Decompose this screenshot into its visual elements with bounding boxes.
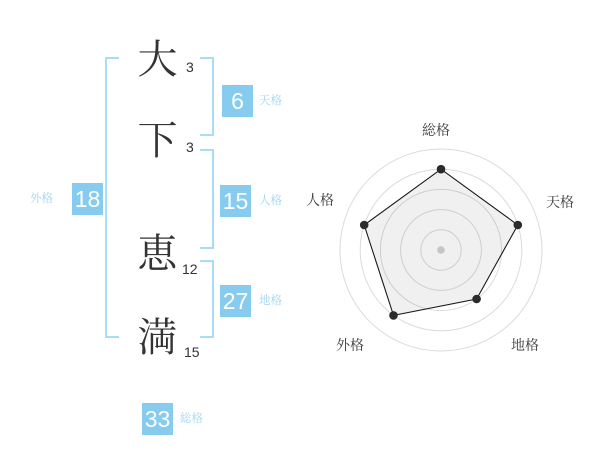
gaikaku-value-box: 18 — [72, 183, 103, 215]
radar-data-point-2 — [472, 295, 481, 304]
stroke-count-4: 15 — [184, 344, 200, 360]
jinkaku-label: 人格 — [259, 195, 282, 207]
radar-data-point-3 — [389, 311, 398, 320]
chikaku-value-box: 27 — [220, 285, 251, 317]
gaikaku-bracket — [105, 57, 119, 338]
name-char-given-1: 恵 — [137, 231, 178, 277]
stroke-count-1: 3 — [186, 59, 194, 75]
chikaku-label: 地格 — [259, 295, 282, 307]
radar-data-point-0 — [437, 165, 446, 174]
stroke-count-3: 12 — [182, 261, 198, 277]
tenkaku-label: 天格 — [259, 95, 282, 107]
radar-axis-label-soukaku: 総格 — [422, 123, 450, 139]
soukaku-value-box: 33 — [142, 403, 173, 435]
radar-center-dot — [437, 246, 445, 254]
radar-plot — [340, 149, 542, 351]
radar-data-polygon — [364, 169, 518, 315]
radar-axis-label-jinkaku: 人格 — [306, 193, 334, 209]
stroke-count-2: 3 — [186, 139, 194, 155]
jinkaku-value-box: 15 — [220, 185, 251, 217]
name-char-surname-2: 下 — [137, 118, 178, 164]
radar-chart — [300, 100, 580, 370]
name-char-given-2: 満 — [137, 315, 178, 361]
radar-axis-label-tenkaku: 天格 — [546, 195, 574, 211]
radar-axis-label-gaikaku: 外格 — [336, 338, 364, 354]
radar-data-point-4 — [360, 221, 369, 230]
gaikaku-label: 外格 — [30, 193, 53, 205]
chikaku-bracket — [200, 260, 214, 338]
tenkaku-value-box: 6 — [222, 85, 253, 117]
name-char-surname-1: 大 — [137, 37, 178, 83]
radar-axis-label-chikaku: 地格 — [511, 338, 539, 354]
radar-data-point-1 — [514, 221, 523, 230]
jinkaku-bracket — [200, 149, 214, 249]
tenkaku-bracket — [200, 57, 214, 136]
soukaku-label: 総格 — [180, 413, 203, 425]
